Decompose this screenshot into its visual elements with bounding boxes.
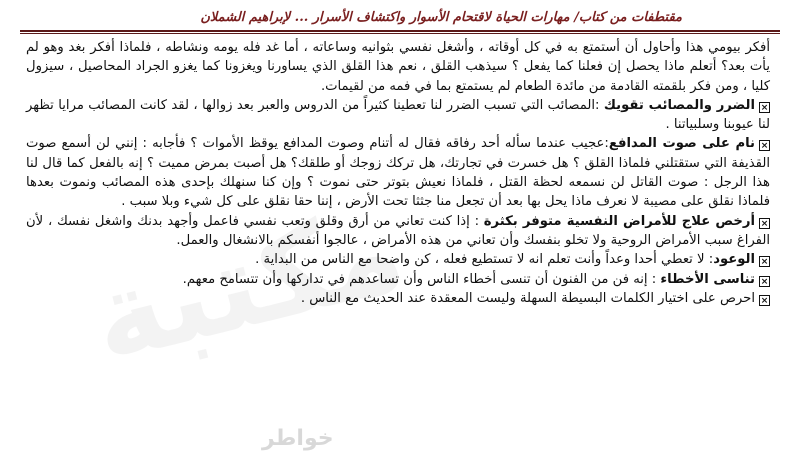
checkbox-x-icon: × [760,257,769,268]
item-text: : إنه فن من الفنون أن تنسى أخطاء الناس وأن تساعدهم في تداركها وأن تتسامح معهم. [182,271,661,287]
book-title: مقتطفات من كتاب/ مهارات الحياة لاقتحام الأسوار واكتشاف الأسرار ... لإبراهيم الشملان [200,10,682,25]
intro-paragraph: أفكر بيومي هذا وأحاول أن أستمتع به في كل أوقاته ، وأشغل نفسي بثوانيه وساعاته ، أما غد فله يومه ونشاطه ، فلماذا أفكر بغد وهو لم يأت بعد؟ أتعلم ماذا يحصل إن فعلنا كما يفعل ؟ سيذهب القلق ، نعم هذا القلق الذي يساورنا ويغزونا كما يغزو الجراد المحاصيل ، سيزول كليا ، ومن فكر بلقمته القادمة من مائدة الطعام لم يستمتع بما في فمه من لقيمات. [26,40,770,94]
item-text: : إذا كنت تعاني من أرق وقلق وتعب نفسي فاعمل وأجهد بدنك واشغل نفسك ، لأن الفراغ سبب الأمراض الروحية ولا تخلو بنفسك وأن تعاني من هذه الأمراض ، عالجوا أنفسكم بالانشغال والعمل. [26,213,770,248]
header-divider [20,30,780,34]
item-text: احرص على اختيار الكلمات البسيطة السهلة وليست المعقدة عند الحديث مع الناس . [300,290,755,306]
list-item-harm [26,96,770,135]
item-text: :عجيب عندما سأله أحد رفاقه فقال له أتنام وصوت المدافع يوقظ الأموات ؟ فأجابه : إنني لن أسمع صوت القذيفة التي ستقتلني فلماذا القلق ؟ هل خسرت في تجارتك، هل تركك زوجك أو طلقك؟ هل أصبت بمرض مميت ؟ إنه بالفعل كما قال لنا هذا الرجل : صوت القاتل لن نسمعه لحظة القتل ، فلماذا نعيش بتوتر حتى نموت ؟ وإن كنا سنهلك بإحدى هذه المصائب ونموت بعدها فلماذا نقلق على مصيبة لا نعرف ماذا يحل بها بعد أن تجعل منا جثثا تحت الأرض ، إننا حقا نقلق على كل شيء وبلا سبب . [26,136,770,210]
list-item-words [26,289,770,308]
checkbox-x-icon: × [760,102,769,113]
item-term: الوعود [713,252,755,268]
list-item-promises [26,250,770,269]
item-term: أرخص علاج للأمراض النفسية متوفر بكثرة [483,213,755,229]
watermark-stamp: خواطر [262,426,334,451]
list-item-forgive [26,270,770,289]
list-item-cure [26,212,770,251]
item-term: نام على صوت المدافع [608,136,756,152]
list-item-cannons [26,134,770,211]
item-term: الضرر والمصائب تقويك [603,97,755,113]
item-term: تناسى الأخطاء [660,271,755,287]
document-body [26,38,770,308]
checkbox-x-icon: × [760,276,769,287]
checkbox-x-icon: × [760,218,769,229]
item-text: : لا تعطي أحدا وعداً وأنت تعلم انه لا تستطيع فعله ، كن واضحا مع الناس من البداية . [255,252,714,268]
item-text: :المصائب التي تسبب الضرر لنا تعطينا كثيراً من الدروس والعبر بعد زوالها ، لقد كانت المصائب مرايا تظهر لنا عيوبنا وسلبياتنا . [26,97,770,133]
checkbox-x-icon: × [760,295,769,306]
page-header [0,0,800,34]
checkbox-x-icon: × [760,141,769,152]
